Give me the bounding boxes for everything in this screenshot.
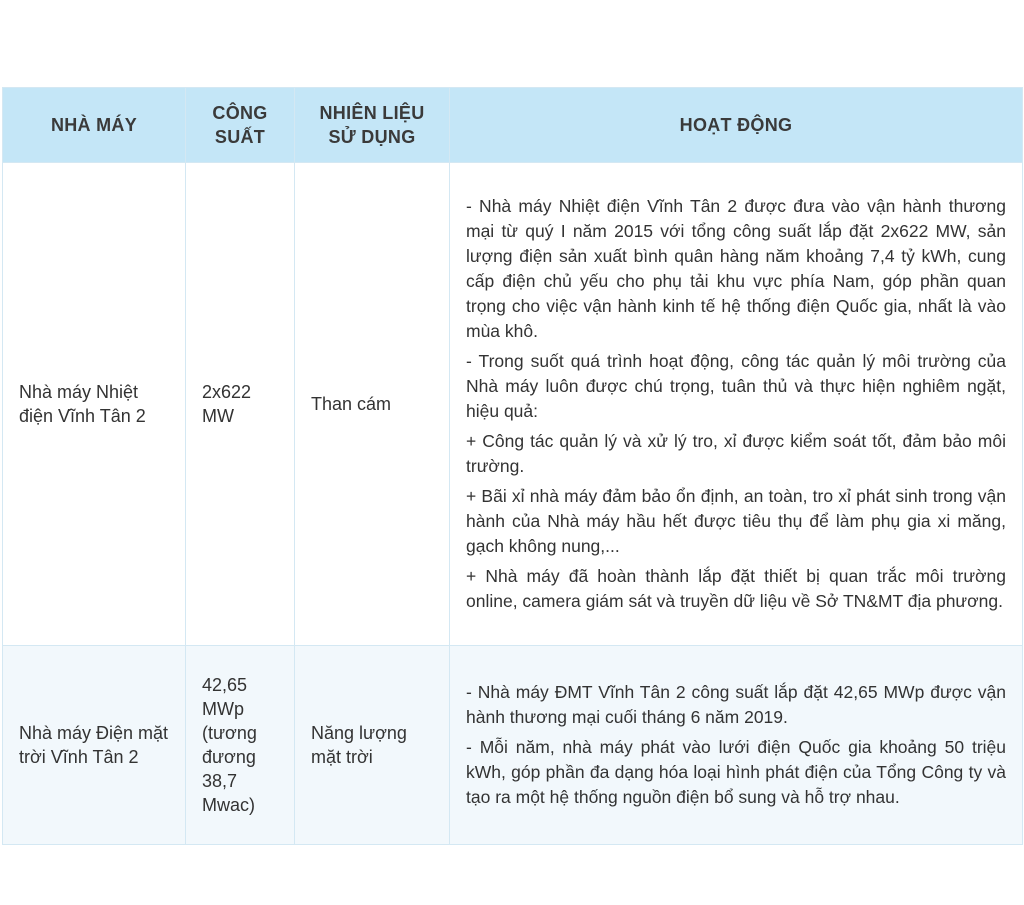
operations-paragraph: - Trong suốt quá trình hoạt động, công tác quản lý môi trường của Nhà máy luôn được chú trọng, tuân thủ và thực hiện nghiêm ngặt, hiệu quả: <box>466 351 1006 421</box>
capacity-value: 42,65 MWp <box>202 675 248 719</box>
plant-name-cell: Nhà máy Nhiệt điện Vĩnh Tân 2 <box>3 163 186 646</box>
operations-paragraph: + Nhà máy đã hoàn thành lắp đặt thiết bị quan trắc môi trường online, camera giám sát và truyền dữ liệu về Sở TN&MT địa phương. <box>466 566 1006 611</box>
table-body <box>3 163 1023 845</box>
capacity-cell <box>186 163 295 646</box>
table-row <box>3 646 1023 845</box>
header-operations: HOẠT ĐỘNG <box>450 88 1023 163</box>
header-capacity-line2: SUẤT <box>214 127 266 147</box>
plant-name-cell: Nhà máy Điện mặt trời Vĩnh Tân 2 <box>3 646 186 845</box>
header-capacity-line1: CÔNG <box>212 103 268 123</box>
capacity-equivalent: (tương đương 38,7 Mwac) <box>202 723 257 815</box>
capacity-cell <box>186 646 295 845</box>
operations-cell <box>450 646 1023 845</box>
header-capacity <box>186 88 295 163</box>
fuel-cell: Năng lượng mặt trời <box>295 646 450 845</box>
fuel-cell: Than cám <box>295 163 450 646</box>
operations-paragraph: - Nhà máy Nhiệt điện Vĩnh Tân 2 được đưa vào vận hành thương mại từ quý I năm 2015 với tổng công suất lắp đặt 2x622 MW, sản lượng điện sản xuất bình quân hàng năm khoảng 7,4 tỷ kWh, cung cấp điện chủ yếu cho phụ tải khu vực phía Nam, góp phần quan trọng cho việc vận hành kinh tế hệ thống điện Quốc gia, nhất là vào mùa khô. <box>466 196 1006 341</box>
power-plant-table <box>2 87 1023 845</box>
table-header <box>3 88 1023 163</box>
header-fuel-line1: NHIÊN LIỆU <box>319 103 425 123</box>
operations-paragraph: + Bãi xỉ nhà máy đảm bảo ổn định, an toàn, tro xỉ phát sinh trong vận hành của Nhà máy hầu hết được tiêu thụ để làm phụ gia xi măng, gạch không nung,... <box>466 486 1006 556</box>
header-fuel-line2: SỬ DỤNG <box>328 127 416 147</box>
operations-cell <box>450 163 1023 646</box>
header-row <box>3 88 1023 163</box>
operations-paragraph: + Công tác quản lý và xử lý tro, xỉ được kiểm soát tốt, đảm bảo môi trường. <box>466 431 1006 476</box>
capacity-value: 2x622 MW <box>202 382 252 426</box>
operations-paragraph: - Mỗi năm, nhà máy phát vào lưới điện Quốc gia khoảng 50 triệu kWh, góp phần đa dạng hóa loại hình phát điện của Tổng Công ty và tạo ra một hệ thống nguồn điện bổ sung và hỗ trợ nhau. <box>466 737 1006 807</box>
header-fuel <box>295 88 450 163</box>
header-plant: NHÀ MÁY <box>3 88 186 163</box>
table-row <box>3 163 1023 646</box>
operations-paragraph: - Nhà máy ĐMT Vĩnh Tân 2 công suất lắp đặt 42,65 MWp được vận hành thương mại cuối tháng 6 năm 2019. <box>466 682 1006 727</box>
